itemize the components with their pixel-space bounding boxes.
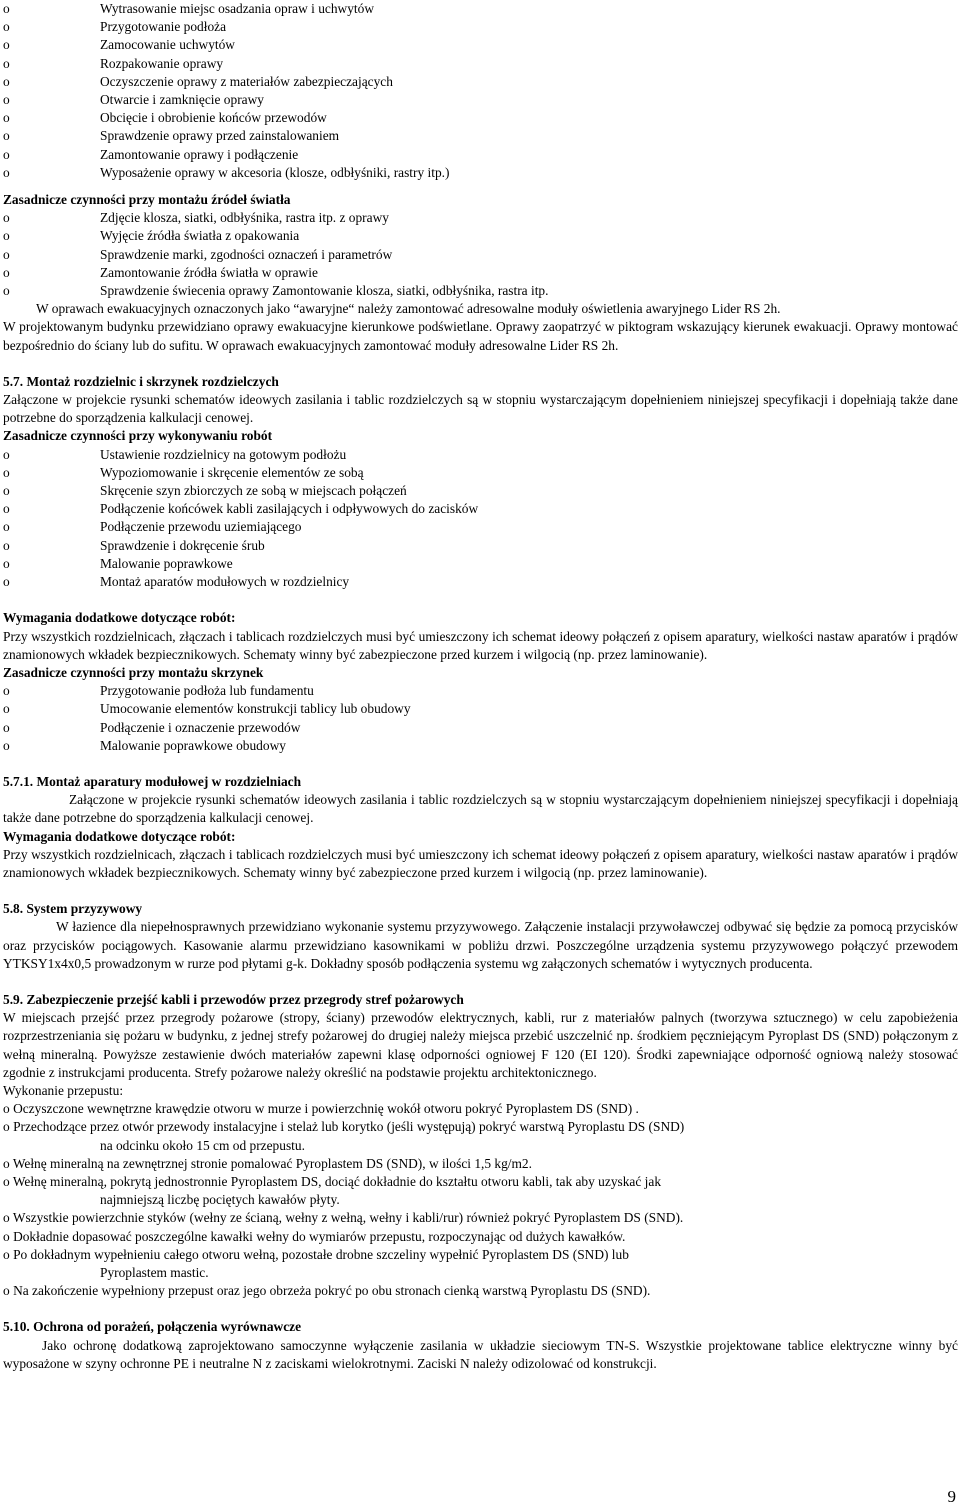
list-item-text: Dokładnie dopasować poszczególne kawałki wełny do wymiarów przepustu, rozpoczynając od dużych kawałków. [13, 1228, 626, 1244]
section-number: 5.8. [3, 901, 24, 917]
list-item [3, 109, 958, 127]
bullet-marker: o [3, 128, 10, 144]
list-item [3, 227, 958, 245]
section-5-10-heading [3, 1318, 958, 1336]
list-item [3, 737, 958, 755]
list-item [3, 1228, 958, 1246]
heading-requirements-1: Wymagania dodatkowe dotyczące robót: [3, 610, 236, 626]
list-item-text: Obcięcie i obrobienie końców przewodów [100, 110, 327, 126]
list-item [3, 246, 958, 264]
list-item-text: Zamontowanie oprawy i podłączenie [100, 146, 299, 162]
list-item [3, 555, 958, 573]
bullet-marker: o [3, 73, 10, 89]
list-item-continuation: najmniejszą liczbę pociętych kawałów płyty. [100, 1192, 340, 1208]
list-item-text: Wyjęcie źródła światła z opakowania [100, 228, 300, 244]
list-item-text: Wszystkie powierzchnie styków (wełny ze ścianą, wełny z wełną, wełny i kabli/rur) również pokryć Pyroplastem DS (SND). [12, 1210, 684, 1226]
list-item-text: Wytrasowanie miejsc osadzania opraw i uchwytów [100, 1, 374, 16]
list-item-continuation: na odcinku około 15 cm od przepustu. [100, 1137, 305, 1153]
bullet-marker: o [3, 210, 10, 226]
bullet-marker: o [3, 1228, 10, 1244]
list-light-source-steps [3, 209, 958, 300]
list-item-text: Sprawdzenie oprawy przed zainstalowaniem [100, 128, 340, 144]
section-number: 5.9. [3, 991, 24, 1007]
bullet-marker: o [3, 501, 10, 517]
bullet-marker: o [3, 701, 10, 717]
heading-light-sources: Zasadnicze czynności przy montażu źródeł światła [3, 192, 291, 208]
bullet-marker: o [3, 1283, 10, 1299]
list-item-text: Przygotowanie podłoża [100, 19, 227, 35]
list-item-text: Na zakończenie wypełniony przepust oraz jego obrzeża pokryć po obu stronach cienką warstwą Pyroplastu DS (SND). [13, 1283, 651, 1299]
list-item [3, 573, 958, 591]
heading-boxes: Zasadnicze czynności przy montażu skrzynek [3, 664, 264, 680]
section-number: 5.7. [3, 373, 24, 389]
list-item [3, 1282, 958, 1300]
list-item [3, 18, 958, 36]
page-number: 9 [947, 1487, 956, 1506]
list-item-text: Malowanie poprawkowe [100, 555, 233, 571]
section-title: System przyzywowy [26, 901, 143, 917]
list-execution-steps [3, 1100, 958, 1300]
list-item [3, 1118, 958, 1136]
bullet-marker: o [3, 264, 10, 280]
list-item [3, 518, 958, 536]
section-5-9-paragraph: W miejscach przejść przez przegrody pożarowe (stropy, ściany) przewodów elektrycznych, kabli, rur z materiałów palnych (tworzywa sztucznego) w celu zapobieżenia rozprzestrzeniania się pożaru w budynku, z jednej strefy pożarowej do drugiej należy miejsca przebić uszczelnić np. środkiem pęczniejącym Pyroplast DS (SND) połączonym z wełną mineralną. Powyższe zestawienie dwóch materiałów zapewni klasę odporności ogniowej F 120 (EI 120). Środki zapewniające odporność ogniową należy stosować zgodnie z instrukcjami producenta. Strefy pożarowe należy określić na podstawie projektu architektonicznego. [3, 1010, 958, 1080]
document-page [3, 0, 958, 1373]
bullet-marker: o [3, 519, 10, 535]
list-item-text: Oczyszczenie oprawy z materiałów zabezpieczających [100, 73, 393, 89]
bullet-marker: o [3, 1, 10, 16]
section-title: Zabezpieczenie przejść kabli i przewodów przez przegrody stref pożarowych [26, 991, 464, 1007]
list-item [3, 500, 958, 518]
list-item [3, 482, 958, 500]
section-title: Montaż aparatury modułowej w rozdzielniach [36, 773, 302, 789]
bullet-marker: o [3, 683, 10, 699]
bullet-marker: o [3, 164, 10, 180]
list-item [3, 446, 958, 464]
list-item [3, 0, 958, 18]
bullet-marker: o [3, 146, 10, 162]
para-emergency-2: W projektowanym budynku przewidziano oprawy ewakuacyjne kierunkowe podświetlane. Oprawy zaopatrzyć w piktogram wskazujący kierunek ewakuacji. Oprawy montować bezpośrednio do ściany lub do sufitu. W oprawach ewakuacyjnych zamontować moduły adresowalne Lider RS 2h. [3, 319, 958, 353]
list-item [3, 1209, 958, 1227]
list-item-text: Montaż aparatów modułowych w rozdzielnicy [100, 574, 350, 590]
list-item-text: Oczyszczone wewnętrzne krawędzie otworu w murze i powierzchnię wokół otworu pokryć Pyroplastem DS (SND) . [13, 1101, 639, 1117]
list-item [3, 91, 958, 109]
bullet-marker: o [3, 537, 10, 553]
section-title: Montaż rozdzielnic i skrzynek rozdzielczych [26, 373, 279, 389]
list-item [3, 682, 958, 700]
bullet-marker: o [3, 555, 10, 571]
list-item-text: Wyposażenie oprawy w akcesoria (klosze, odbłyśniki, rastry itp.) [100, 164, 450, 180]
section-5-7-heading [3, 373, 958, 391]
section-number: 5.7.1. [3, 773, 34, 789]
list-item-text: Sprawdzenie marki, zgodności oznaczeń i parametrów [100, 246, 393, 262]
list-item-text: Po dokładnym wypełnieniu całego otworu wełną, pozostałe drobne szczeliny wypełnić Pyroplastem DS (SND) lub [13, 1246, 629, 1262]
list-item-text: Umocowanie elementów konstrukcji tablicy lub obudowy [100, 701, 411, 717]
list-item-text: Skręcenie szyn zbiorczych ze sobą w miejscach połączeń [100, 483, 407, 499]
list-item-text: Podłączenie przewodu uziemiającego [100, 519, 302, 535]
section-5-7-paragraph: Załączone w projekcie rysunki schematów ideowych zasilania i tablic rozdzielczych są w stopniu wystarczającym dopełnieniem niniejszej specyfikacji i dopełniają także dane potrzebne do sporządzenia kalkulacji cenowej. [3, 392, 958, 426]
list-switchboard-steps [3, 446, 958, 592]
list-item [3, 464, 958, 482]
section-number: 5.10. [3, 1319, 30, 1335]
list-item-text: Wełnę mineralną na zewnętrznej stronie pomalować Pyroplastem DS (SND), w ilości 1,5 kg/m2. [12, 1155, 532, 1171]
bullet-marker: o [3, 283, 10, 299]
list-item-text: Przygotowanie podłoża lub fundamentu [100, 683, 314, 699]
list-item-text: Zamontowanie źródła światła w oprawie [100, 264, 318, 280]
bullet-marker: o [3, 446, 10, 462]
list-item [3, 73, 958, 91]
list-item [3, 1246, 958, 1264]
list-item-text: Zamocowanie uchwytów [100, 37, 235, 53]
list-item-text: Ustawienie rozdzielnicy na gotowym podłożu [100, 446, 347, 462]
bullet-marker: o [3, 1155, 10, 1171]
bullet-marker: o [3, 1173, 10, 1189]
list-item [3, 146, 958, 164]
bullet-marker: o [3, 228, 10, 244]
list-item-text: Rozpakowanie oprawy [100, 55, 224, 71]
list-item-text: Sprawdzenie i dokręcenie śrub [100, 537, 265, 553]
list-mounting-steps [3, 0, 958, 182]
label-execution: Wykonanie przepustu: [3, 1082, 124, 1098]
list-item [3, 55, 958, 73]
list-item [3, 36, 958, 54]
bullet-marker: o [3, 19, 10, 35]
list-box-steps [3, 682, 958, 755]
heading-requirements-2: Wymagania dodatkowe dotyczące robót: [3, 828, 236, 844]
bullet-marker: o [3, 1246, 10, 1262]
list-item-text: Malowanie poprawkowe obudowy [100, 737, 286, 753]
section-5-10-paragraph: Jako ochronę dodatkową zaprojektowano samoczynne wyłączenie zasilania w układzie sieciowym TN-S. Wszystkie projektowane tablice elektryczne winny być wyposażone w szyny ochronne PE i neutralne N z zaciskami wielokrotnymi. Zaciski N należy odizolować od konstrukcji. [3, 1337, 958, 1371]
section-5-7-1-paragraph: Załączone w projekcie rysunki schematów ideowych zasilania i tablic rozdzielczych są w stopniu wystarczającym dopełnieniem niniejszej specyfikacji i dopełniają także dane potrzebne do sporządzenia kalkulacji cenowej. [3, 792, 958, 826]
list-item-text: Sprawdzenie świecenia oprawy Zamontowanie klosza, siatki, odbłyśnika, rastra itp. [100, 283, 549, 299]
section-5-7-1-heading [3, 773, 958, 791]
bullet-marker: o [3, 1101, 10, 1117]
list-item-text: Podłączenie końcówek kabli zasilających i odpływowych do zacisków [100, 501, 479, 517]
list-item [3, 719, 958, 737]
para-requirements-1: Przy wszystkich rozdzielnicach, złączach i tablicach rozdzielczych musi być umieszczony ich schemat ideowy połączeń z opisem aparatury, wielkości nastaw aparatów i prądów znamionowych wkładek bezpiecznikowych. Schematy winny być zabezpieczone przed kurzem i wilgocią (np. przez laminowanie). [3, 628, 958, 662]
list-item [3, 209, 958, 227]
bullet-marker: o [3, 1210, 10, 1226]
list-item [3, 700, 958, 718]
bullet-marker: o [3, 92, 10, 108]
list-item-text: Wełnę mineralną, pokrytą jednostronnie Pyroplastem DS, dociąć dokładnie do kształtu otworu kabli, tak aby uzyskać jak [12, 1173, 662, 1189]
list-item-text: Wypoziomowanie i skręcenie elementów ze sobą [100, 464, 364, 480]
list-item [3, 282, 958, 300]
list-item-continuation: Pyroplastem mastic. [100, 1265, 209, 1280]
list-item [3, 127, 958, 145]
list-item-text: Podłączenie i oznaczenie przewodów [100, 719, 301, 735]
bullet-marker: o [3, 55, 10, 71]
section-5-9-heading [3, 991, 958, 1009]
bullet-marker: o [3, 719, 10, 735]
section-5-8-heading [3, 900, 958, 918]
list-item [3, 537, 958, 555]
bullet-marker: o [3, 1119, 10, 1135]
list-item [3, 1100, 958, 1118]
para-emergency-1: W oprawach ewakuacyjnych oznaczonych jako “awaryjne“ należy zamontować adresowalne moduły oświetlenia awaryjnego Lider RS 2h. [36, 301, 781, 317]
list-item-text: Otwarcie i zamknięcie oprawy [100, 92, 264, 108]
list-item [3, 264, 958, 282]
heading-works: Zasadnicze czynności przy wykonywaniu robót [3, 428, 273, 444]
list-item [3, 1173, 958, 1191]
list-item [3, 164, 958, 182]
bullet-marker: o [3, 246, 10, 262]
bullet-marker: o [3, 37, 10, 53]
bullet-marker: o [3, 483, 10, 499]
section-title: Ochrona od porażeń, połączenia wyrównawcze [33, 1319, 302, 1335]
section-5-8-paragraph: W łazience dla niepełnosprawnych przewidziano wykonanie systemu przyzywowego. Załączenie instalacji przywoławczej odbywać się będzie za pomocą przycisków oraz przycisków pociągowych. Kasowanie alarmu przewidziano kasownikami w pobliżu drzwi. Poszczególne urządzenia systemu przyzywowego połączyć przewodem YTKSY1x4x0,5 prowadzonym w rurze pod płytami g-k. Dokładny sposób podłączenia systemu wg załączonych schematów i wytycznych producenta. [3, 919, 958, 971]
list-item-text: Zdjęcie klosza, siatki, odbłyśnika, rastra itp. z oprawy [100, 210, 389, 226]
bullet-marker: o [3, 110, 10, 126]
list-item-text: Przechodzące przez otwór przewody instalacyjne i stelaż lub korytko (jeśli występują) pokryć warstwą Pyroplastu DS (SND) [13, 1119, 685, 1135]
bullet-marker: o [3, 464, 10, 480]
list-item [3, 1155, 958, 1173]
para-requirements-2: Przy wszystkich rozdzielnicach, złączach i tablicach rozdzielczych musi być umieszczony ich schemat ideowy połączeń z opisem aparatury, wielkości nastaw aparatów i prądów znamionowych wkładek bezpiecznikowych. Schematy winny być zabezpieczone przed kurzem i wilgocią (np. przez laminowanie). [3, 846, 958, 880]
bullet-marker: o [3, 737, 10, 753]
bullet-marker: o [3, 574, 10, 590]
